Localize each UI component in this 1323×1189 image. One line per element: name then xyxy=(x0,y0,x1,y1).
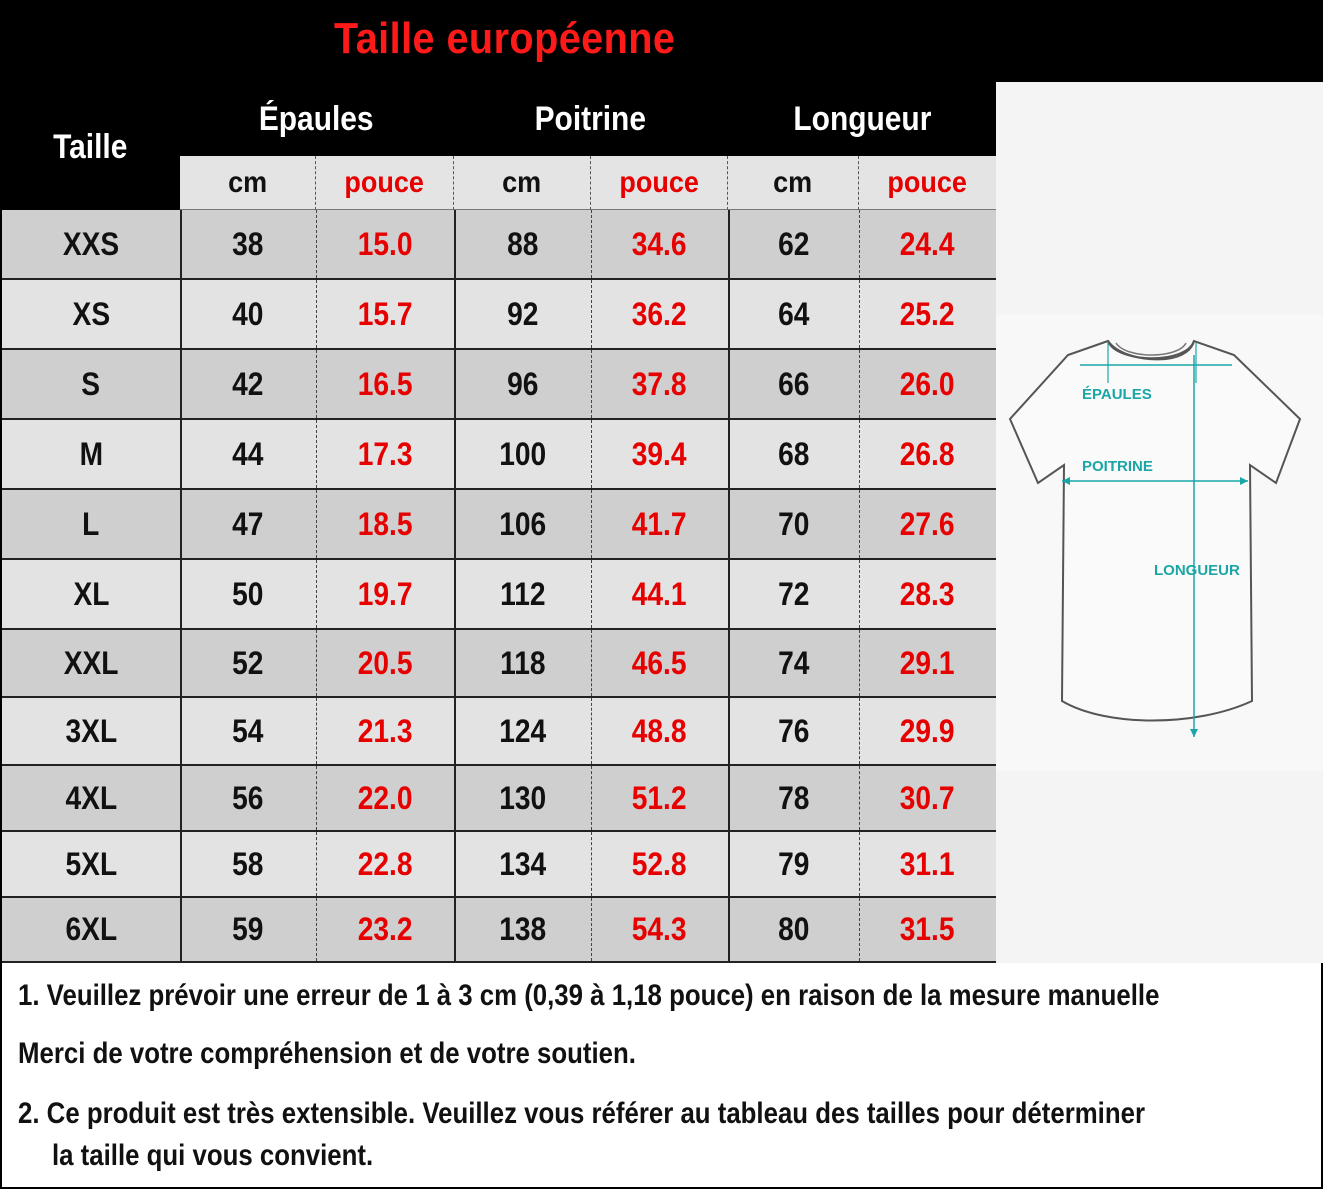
column-divider xyxy=(728,898,730,961)
column-divider xyxy=(591,350,592,418)
column-divider xyxy=(180,210,182,278)
notes-section xyxy=(2,963,1321,1187)
column-divider xyxy=(591,898,592,961)
cm-value-cell: 72 xyxy=(777,575,810,612)
table-row xyxy=(2,210,996,280)
column-divider xyxy=(591,210,592,278)
column-divider xyxy=(859,898,860,961)
cm-value-cell: 80 xyxy=(777,911,810,947)
size-column-header xyxy=(2,84,178,210)
cm-value-cell: 66 xyxy=(777,365,810,402)
column-divider xyxy=(859,630,860,696)
column-divider xyxy=(591,630,592,696)
column-divider xyxy=(591,490,592,558)
column-divider xyxy=(859,420,860,488)
inch-value-cell: 36.2 xyxy=(632,295,687,332)
inch-value-cell: 23.2 xyxy=(357,911,413,947)
column-divider xyxy=(316,350,317,418)
table-row xyxy=(2,832,996,898)
column-divider xyxy=(728,280,730,348)
inch-value-cell: 29.1 xyxy=(900,644,955,681)
column-divider xyxy=(728,490,730,558)
cm-value-cell: 106 xyxy=(499,505,546,542)
inch-value-cell: 31.5 xyxy=(900,911,955,947)
inch-value-cell: 39.4 xyxy=(632,435,687,472)
column-divider xyxy=(180,832,182,896)
inch-value-cell: 41.7 xyxy=(632,505,687,542)
inch-value-cell: 31.1 xyxy=(900,845,955,882)
group-header-chest-label: Poitrine xyxy=(534,99,646,138)
cm-value-cell: 134 xyxy=(499,845,546,882)
column-divider xyxy=(728,766,730,830)
size-cell: S xyxy=(81,365,101,402)
measurement-diagram xyxy=(996,315,1323,771)
column-divider xyxy=(180,490,182,558)
column-divider xyxy=(180,898,182,961)
column-divider xyxy=(454,630,456,696)
inch-value-cell: 48.8 xyxy=(632,712,687,749)
size-cell: XXS xyxy=(62,225,120,262)
column-divider xyxy=(180,766,182,830)
inch-value-cell: 26.0 xyxy=(900,365,955,402)
size-column-header-label: Taille xyxy=(52,127,128,166)
cm-value-cell: 112 xyxy=(499,575,546,612)
tshirt-outline-icon xyxy=(996,315,1323,771)
inch-value-cell: 22.8 xyxy=(357,845,413,882)
column-divider xyxy=(180,630,182,696)
column-divider xyxy=(454,280,456,348)
table-row xyxy=(2,560,996,630)
column-divider xyxy=(454,350,456,418)
inch-value-cell: 52.8 xyxy=(632,845,687,882)
cm-value-cell: 54 xyxy=(232,712,264,749)
size-cell: XXL xyxy=(63,644,119,681)
size-cell: XS xyxy=(72,295,110,332)
column-divider xyxy=(316,698,317,764)
cm-value-cell: 40 xyxy=(232,295,264,332)
group-header-shoulders-label: Épaules xyxy=(258,99,374,138)
shoulders-label: ÉPAULES xyxy=(1082,386,1152,403)
cm-value-cell: 79 xyxy=(777,845,810,882)
column-divider xyxy=(454,898,456,961)
table-row xyxy=(2,698,996,766)
column-divider xyxy=(728,560,730,628)
unit-header-shoulders-cm: cm xyxy=(180,156,316,210)
cm-value-cell: 78 xyxy=(777,779,810,816)
cm-value-cell: 76 xyxy=(777,712,810,749)
group-header-chest xyxy=(454,84,726,154)
inch-value-cell: 18.5 xyxy=(357,505,413,542)
column-divider xyxy=(728,210,730,278)
inch-value-cell: 27.6 xyxy=(900,505,955,542)
column-divider xyxy=(316,898,317,961)
cm-value-cell: 62 xyxy=(777,225,810,262)
column-divider xyxy=(859,350,860,418)
inch-value-cell: 15.0 xyxy=(357,225,413,262)
table-row xyxy=(2,630,996,698)
inch-value-cell: 26.8 xyxy=(900,435,955,472)
cm-value-cell: 56 xyxy=(232,779,264,816)
unit-header-chest-cm: cm xyxy=(454,156,591,210)
column-divider xyxy=(316,630,317,696)
column-divider xyxy=(859,698,860,764)
size-cell: 6XL xyxy=(65,911,117,947)
table-row xyxy=(2,490,996,560)
table-row xyxy=(2,766,996,832)
column-divider xyxy=(591,560,592,628)
size-cell: 3XL xyxy=(65,712,117,749)
cm-value-cell: 42 xyxy=(232,365,264,402)
cm-value-cell: 52 xyxy=(232,644,264,681)
table-row xyxy=(2,420,996,490)
cm-value-cell: 47 xyxy=(232,505,264,542)
column-divider xyxy=(859,210,860,278)
column-divider xyxy=(728,698,730,764)
inch-value-cell: 37.8 xyxy=(632,365,687,402)
inch-value-cell: 44.1 xyxy=(632,575,687,612)
unit-header-shoulders-in: pouce xyxy=(316,156,454,210)
size-cell: 4XL xyxy=(65,779,117,816)
inch-value-cell: 15.7 xyxy=(357,295,413,332)
group-header-shoulders xyxy=(180,84,452,154)
group-header-length xyxy=(728,84,996,154)
cm-value-cell: 50 xyxy=(232,575,264,612)
note-line-3: 2. Ce produit est très extensible. Veuillez vous référer au tableau des tailles pour déterminer xyxy=(18,1097,1145,1130)
column-divider xyxy=(728,420,730,488)
table-row xyxy=(2,898,996,963)
table-row xyxy=(2,350,996,420)
column-divider xyxy=(859,280,860,348)
unit-header-chest-in: pouce xyxy=(591,156,728,210)
cm-value-cell: 130 xyxy=(499,779,546,816)
inch-value-cell: 17.3 xyxy=(357,435,413,472)
cm-value-cell: 124 xyxy=(499,712,546,749)
cm-value-cell: 92 xyxy=(506,295,539,332)
group-header-length-label: Longueur xyxy=(793,99,931,138)
column-divider xyxy=(454,832,456,896)
column-divider xyxy=(591,698,592,764)
column-divider xyxy=(316,490,317,558)
cm-value-cell: 68 xyxy=(777,435,810,472)
note-line-4: la taille qui vous convient. xyxy=(52,1139,374,1172)
title-bar xyxy=(0,0,1323,82)
column-divider xyxy=(859,832,860,896)
inch-value-cell: 46.5 xyxy=(632,644,687,681)
inch-value-cell: 29.9 xyxy=(900,712,955,749)
inch-value-cell: 30.7 xyxy=(900,779,955,816)
column-divider xyxy=(316,280,317,348)
column-divider xyxy=(728,630,730,696)
column-divider xyxy=(591,832,592,896)
column-divider xyxy=(180,698,182,764)
column-divider xyxy=(454,698,456,764)
note-line-2: Merci de votre compréhension et de votre soutien. xyxy=(18,1037,636,1070)
cm-value-cell: 138 xyxy=(499,911,546,947)
inch-value-cell: 25.2 xyxy=(900,295,955,332)
column-divider xyxy=(728,350,730,418)
column-divider xyxy=(454,210,456,278)
column-divider xyxy=(454,490,456,558)
inch-value-cell: 16.5 xyxy=(357,365,413,402)
cm-value-cell: 74 xyxy=(777,644,810,681)
cm-value-cell: 100 xyxy=(499,435,546,472)
cm-value-cell: 88 xyxy=(506,225,539,262)
column-divider xyxy=(859,490,860,558)
column-divider xyxy=(316,766,317,830)
column-divider xyxy=(454,560,456,628)
inch-value-cell: 28.3 xyxy=(900,575,955,612)
note-line-1: 1. Veuillez prévoir une erreur de 1 à 3 cm (0,39 à 1,18 pouce) en raison de la mesure manuelle xyxy=(18,979,1160,1012)
column-divider xyxy=(180,560,182,628)
inch-value-cell: 22.0 xyxy=(357,779,413,816)
column-divider xyxy=(316,832,317,896)
measurement-diagram-panel xyxy=(996,82,1323,963)
column-divider xyxy=(316,420,317,488)
table-row xyxy=(2,280,996,350)
cm-value-cell: 59 xyxy=(232,911,264,947)
column-divider xyxy=(859,766,860,830)
column-divider xyxy=(859,560,860,628)
inch-value-cell: 20.5 xyxy=(357,644,413,681)
unit-header-length-cm: cm xyxy=(728,156,859,210)
inch-value-cell: 51.2 xyxy=(632,779,687,816)
inch-value-cell: 24.4 xyxy=(900,225,955,262)
chest-label: POITRINE xyxy=(1082,458,1153,475)
page-title: Taille européenne xyxy=(334,14,676,63)
size-cell: 5XL xyxy=(65,845,117,882)
inch-value-cell: 19.7 xyxy=(357,575,413,612)
cm-value-cell: 96 xyxy=(506,365,539,402)
size-cell: M xyxy=(79,435,103,472)
size-cell: L xyxy=(82,505,100,542)
unit-header-length-in: pouce xyxy=(859,156,996,210)
inch-value-cell: 34.6 xyxy=(632,225,687,262)
cm-value-cell: 44 xyxy=(232,435,264,472)
cm-value-cell: 58 xyxy=(232,845,264,882)
column-divider xyxy=(591,280,592,348)
cm-value-cell: 38 xyxy=(232,225,264,262)
column-divider xyxy=(180,280,182,348)
column-divider xyxy=(591,766,592,830)
column-divider xyxy=(180,420,182,488)
column-divider xyxy=(454,766,456,830)
column-divider xyxy=(591,420,592,488)
size-cell: XL xyxy=(73,575,109,612)
column-divider xyxy=(454,420,456,488)
inch-value-cell: 54.3 xyxy=(632,911,687,947)
cm-value-cell: 118 xyxy=(499,644,546,681)
size-table xyxy=(2,84,996,963)
column-divider xyxy=(728,832,730,896)
column-divider xyxy=(316,560,317,628)
column-divider xyxy=(316,210,317,278)
cm-value-cell: 70 xyxy=(777,505,810,542)
column-divider xyxy=(180,350,182,418)
inch-value-cell: 21.3 xyxy=(357,712,413,749)
cm-value-cell: 64 xyxy=(777,295,810,332)
length-label: LONGUEUR xyxy=(1154,562,1240,579)
